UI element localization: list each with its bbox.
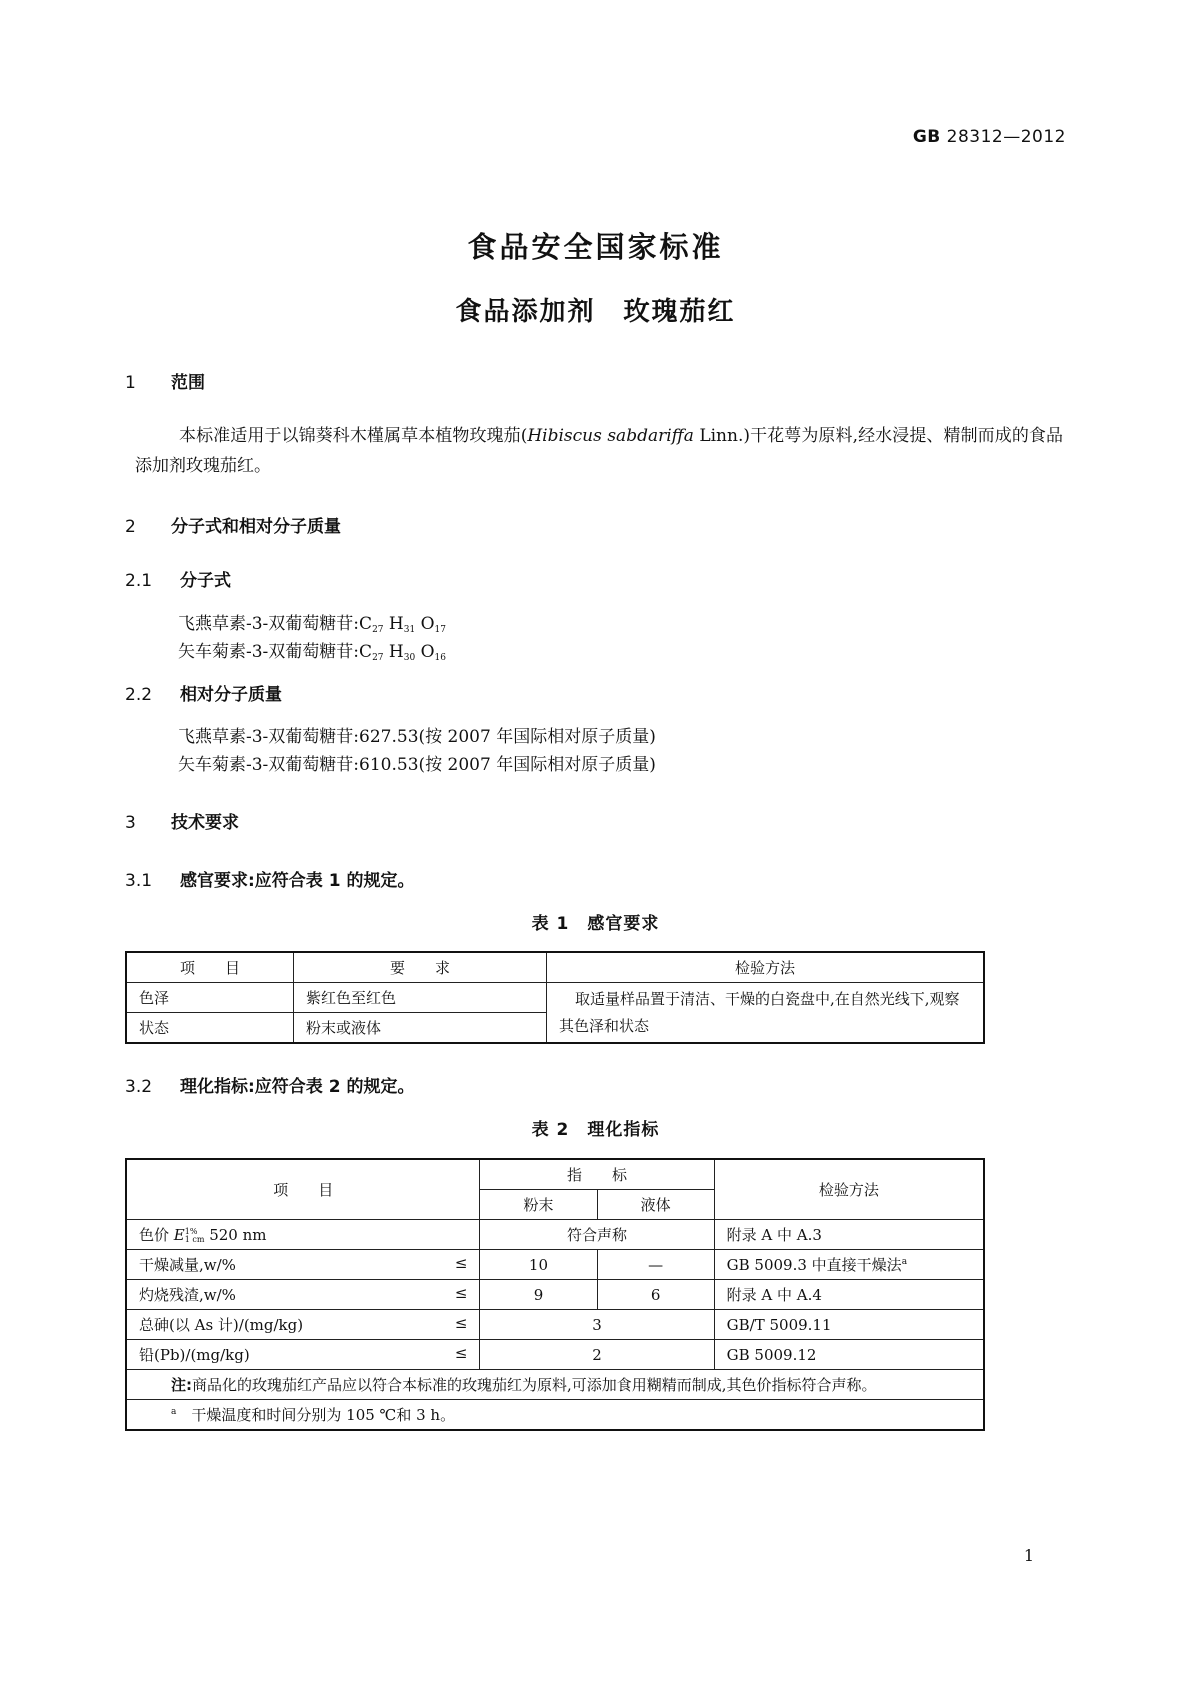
- std-number: 28312—2012: [946, 127, 1066, 147]
- standard-number: [913, 127, 1066, 147]
- formula-name: 飞燕草素-3-双葡萄糖苷:: [178, 614, 360, 634]
- section-num: 2: [125, 517, 136, 537]
- method-cell: [714, 1250, 984, 1280]
- section-num: 3.2: [125, 1077, 153, 1097]
- section-num: 2.1: [125, 571, 153, 591]
- method-cell: 取适量样品置于清洁、干燥的白瓷盘中,在自然光线下,观察其色泽和状态: [547, 983, 985, 1044]
- table-footnote-row: [126, 1400, 984, 1431]
- footnote-text: 干燥温度和时间分别为 105 ℃和 3 h。: [191, 1406, 456, 1424]
- le-sign: ≤: [454, 1284, 468, 1302]
- el: H: [388, 642, 404, 662]
- col-header: 液体: [597, 1190, 714, 1220]
- section-title: 感官要求:应符合表 1 的规定。: [180, 871, 415, 891]
- doc-title: 食品安全国家标准: [467, 230, 724, 264]
- label: 总砷(以 As 计)/(mg/kg): [139, 1316, 304, 1334]
- section-2-2-heading: [125, 680, 282, 705]
- value-cell: —: [597, 1250, 714, 1280]
- table-note-row: [126, 1370, 984, 1400]
- n: 30: [403, 653, 416, 663]
- section-2-1-heading: [125, 566, 231, 591]
- col-header: 检验方法: [547, 952, 985, 983]
- table-cell: 粉末或液体: [294, 1013, 547, 1044]
- table-cell: 紫红色至红色: [294, 983, 547, 1013]
- footnote-mark: a: [901, 1257, 908, 1267]
- col-header: 指 标: [480, 1159, 714, 1190]
- el: H: [388, 614, 404, 634]
- page-number: 1: [1023, 1546, 1034, 1565]
- item-cell: [126, 1340, 480, 1370]
- section-1-heading: [125, 368, 205, 393]
- value-cell: 6: [597, 1280, 714, 1310]
- table-row: [126, 1280, 984, 1310]
- el: C: [359, 614, 373, 634]
- doc-subtitle: 食品添加剂 玫瑰茄红: [455, 297, 736, 327]
- section-num: 1: [125, 373, 136, 393]
- section-3-1-heading: [125, 866, 414, 891]
- mass-1: 飞燕草素-3-双葡萄糖苷:627.53(按 2007 年国际相对原子质量): [178, 727, 656, 747]
- value-cell: 10: [480, 1250, 597, 1280]
- mass-2: 矢车菊素-3-双葡萄糖苷:610.53(按 2007 年国际相对原子质量): [178, 755, 656, 775]
- el: O: [420, 642, 435, 662]
- n: 16: [434, 653, 446, 663]
- section-1-text: [135, 421, 1063, 481]
- formula-2: [178, 637, 446, 663]
- section-3-heading: [125, 808, 239, 833]
- sub: 1 cm: [184, 1235, 205, 1244]
- method-cell: 附录 A 中 A.3: [714, 1220, 984, 1250]
- formula-1: [178, 609, 446, 635]
- el: O: [420, 614, 435, 634]
- method-cell: GB/T 5009.11: [714, 1310, 984, 1340]
- value-cell: 3: [480, 1310, 714, 1340]
- table-cell: 色泽: [126, 983, 294, 1013]
- table-cell: 状态: [126, 1013, 294, 1044]
- section-num: 3.1: [125, 871, 153, 891]
- section-3-2-heading: [125, 1072, 414, 1097]
- note-text: 商品化的玫瑰茄红产品应以符合本标准的玫瑰茄红为原料,可添加食用糊精而制成,其色价指标符合声称。: [192, 1376, 877, 1394]
- section-title: 分子式和相对分子质量: [171, 517, 341, 537]
- table-row: [126, 983, 984, 1013]
- label: 铅(Pb)/(mg/kg): [139, 1346, 250, 1364]
- footnote-mark: a: [171, 1407, 177, 1417]
- col-header: 检验方法: [714, 1159, 984, 1220]
- section-num: 2.2: [125, 685, 153, 705]
- value-cell: 符合声称: [480, 1220, 714, 1250]
- latin-name: Hibiscus sabdariffa: [527, 426, 694, 446]
- label: 干燥减量,w/%: [139, 1256, 236, 1274]
- table-2: [125, 1158, 985, 1431]
- text-part: 本标准适用于以锦葵科木槿属草本植物玫瑰茄(: [179, 426, 528, 446]
- table-header-row: [126, 952, 984, 983]
- table-row: [126, 1310, 984, 1340]
- section-title: 技术要求: [171, 813, 239, 833]
- el: C: [359, 642, 373, 662]
- method-text: GB 5009.3 中直接干燥法: [726, 1256, 902, 1274]
- item-cell: [126, 1280, 480, 1310]
- table-header-row: [126, 1159, 984, 1190]
- item-cell: [126, 1250, 480, 1280]
- col-header: 要 求: [294, 952, 547, 983]
- note-label: 注:: [171, 1376, 192, 1394]
- le-sign: ≤: [454, 1314, 468, 1332]
- section-title: 分子式: [180, 571, 231, 591]
- text-part: Linn.)干花萼为原料,经水浸提、精制而成的食品添加剂玫瑰茄红。: [135, 426, 1064, 476]
- value-cell: 9: [480, 1280, 597, 1310]
- table-1-caption: 表 1 感官要求: [531, 914, 660, 934]
- le-sign: ≤: [454, 1344, 468, 1362]
- section-num: 3: [125, 813, 136, 833]
- table-2-caption: 表 2 理化指标: [531, 1120, 660, 1140]
- value-cell: 2: [480, 1340, 714, 1370]
- e-symbol: E: [173, 1226, 185, 1244]
- sup: 1%: [184, 1227, 198, 1236]
- table-1: [125, 951, 985, 1044]
- table-row: [126, 1250, 984, 1280]
- item-cell: [126, 1310, 480, 1340]
- item-cell: [126, 1220, 480, 1250]
- table-row: [126, 1340, 984, 1370]
- footnote-cell: [126, 1400, 984, 1431]
- col-header: 项 目: [126, 1159, 480, 1220]
- label: 色价: [139, 1226, 174, 1244]
- note-cell: [126, 1370, 984, 1400]
- formula-name: 矢车菊素-3-双葡萄糖苷:: [178, 642, 360, 662]
- section-title: 范围: [171, 373, 205, 393]
- section-2-heading: [125, 512, 341, 537]
- col-header: 粉末: [480, 1190, 597, 1220]
- label: 520 nm: [204, 1226, 267, 1244]
- col-header: 项 目: [126, 952, 294, 983]
- std-prefix: GB: [912, 127, 941, 147]
- label: 灼烧残渣,w/%: [139, 1286, 236, 1304]
- n: 27: [372, 653, 384, 663]
- section-title: 相对分子质量: [180, 685, 282, 705]
- n: 17: [434, 625, 446, 635]
- method-cell: 附录 A 中 A.4: [714, 1280, 984, 1310]
- n: 31: [403, 625, 416, 635]
- table-row: [126, 1220, 984, 1250]
- section-title: 理化指标:应符合表 2 的规定。: [180, 1077, 415, 1097]
- le-sign: ≤: [454, 1254, 468, 1272]
- n: 27: [372, 625, 384, 635]
- e-indices: [185, 1228, 205, 1244]
- method-cell: GB 5009.12: [714, 1340, 984, 1370]
